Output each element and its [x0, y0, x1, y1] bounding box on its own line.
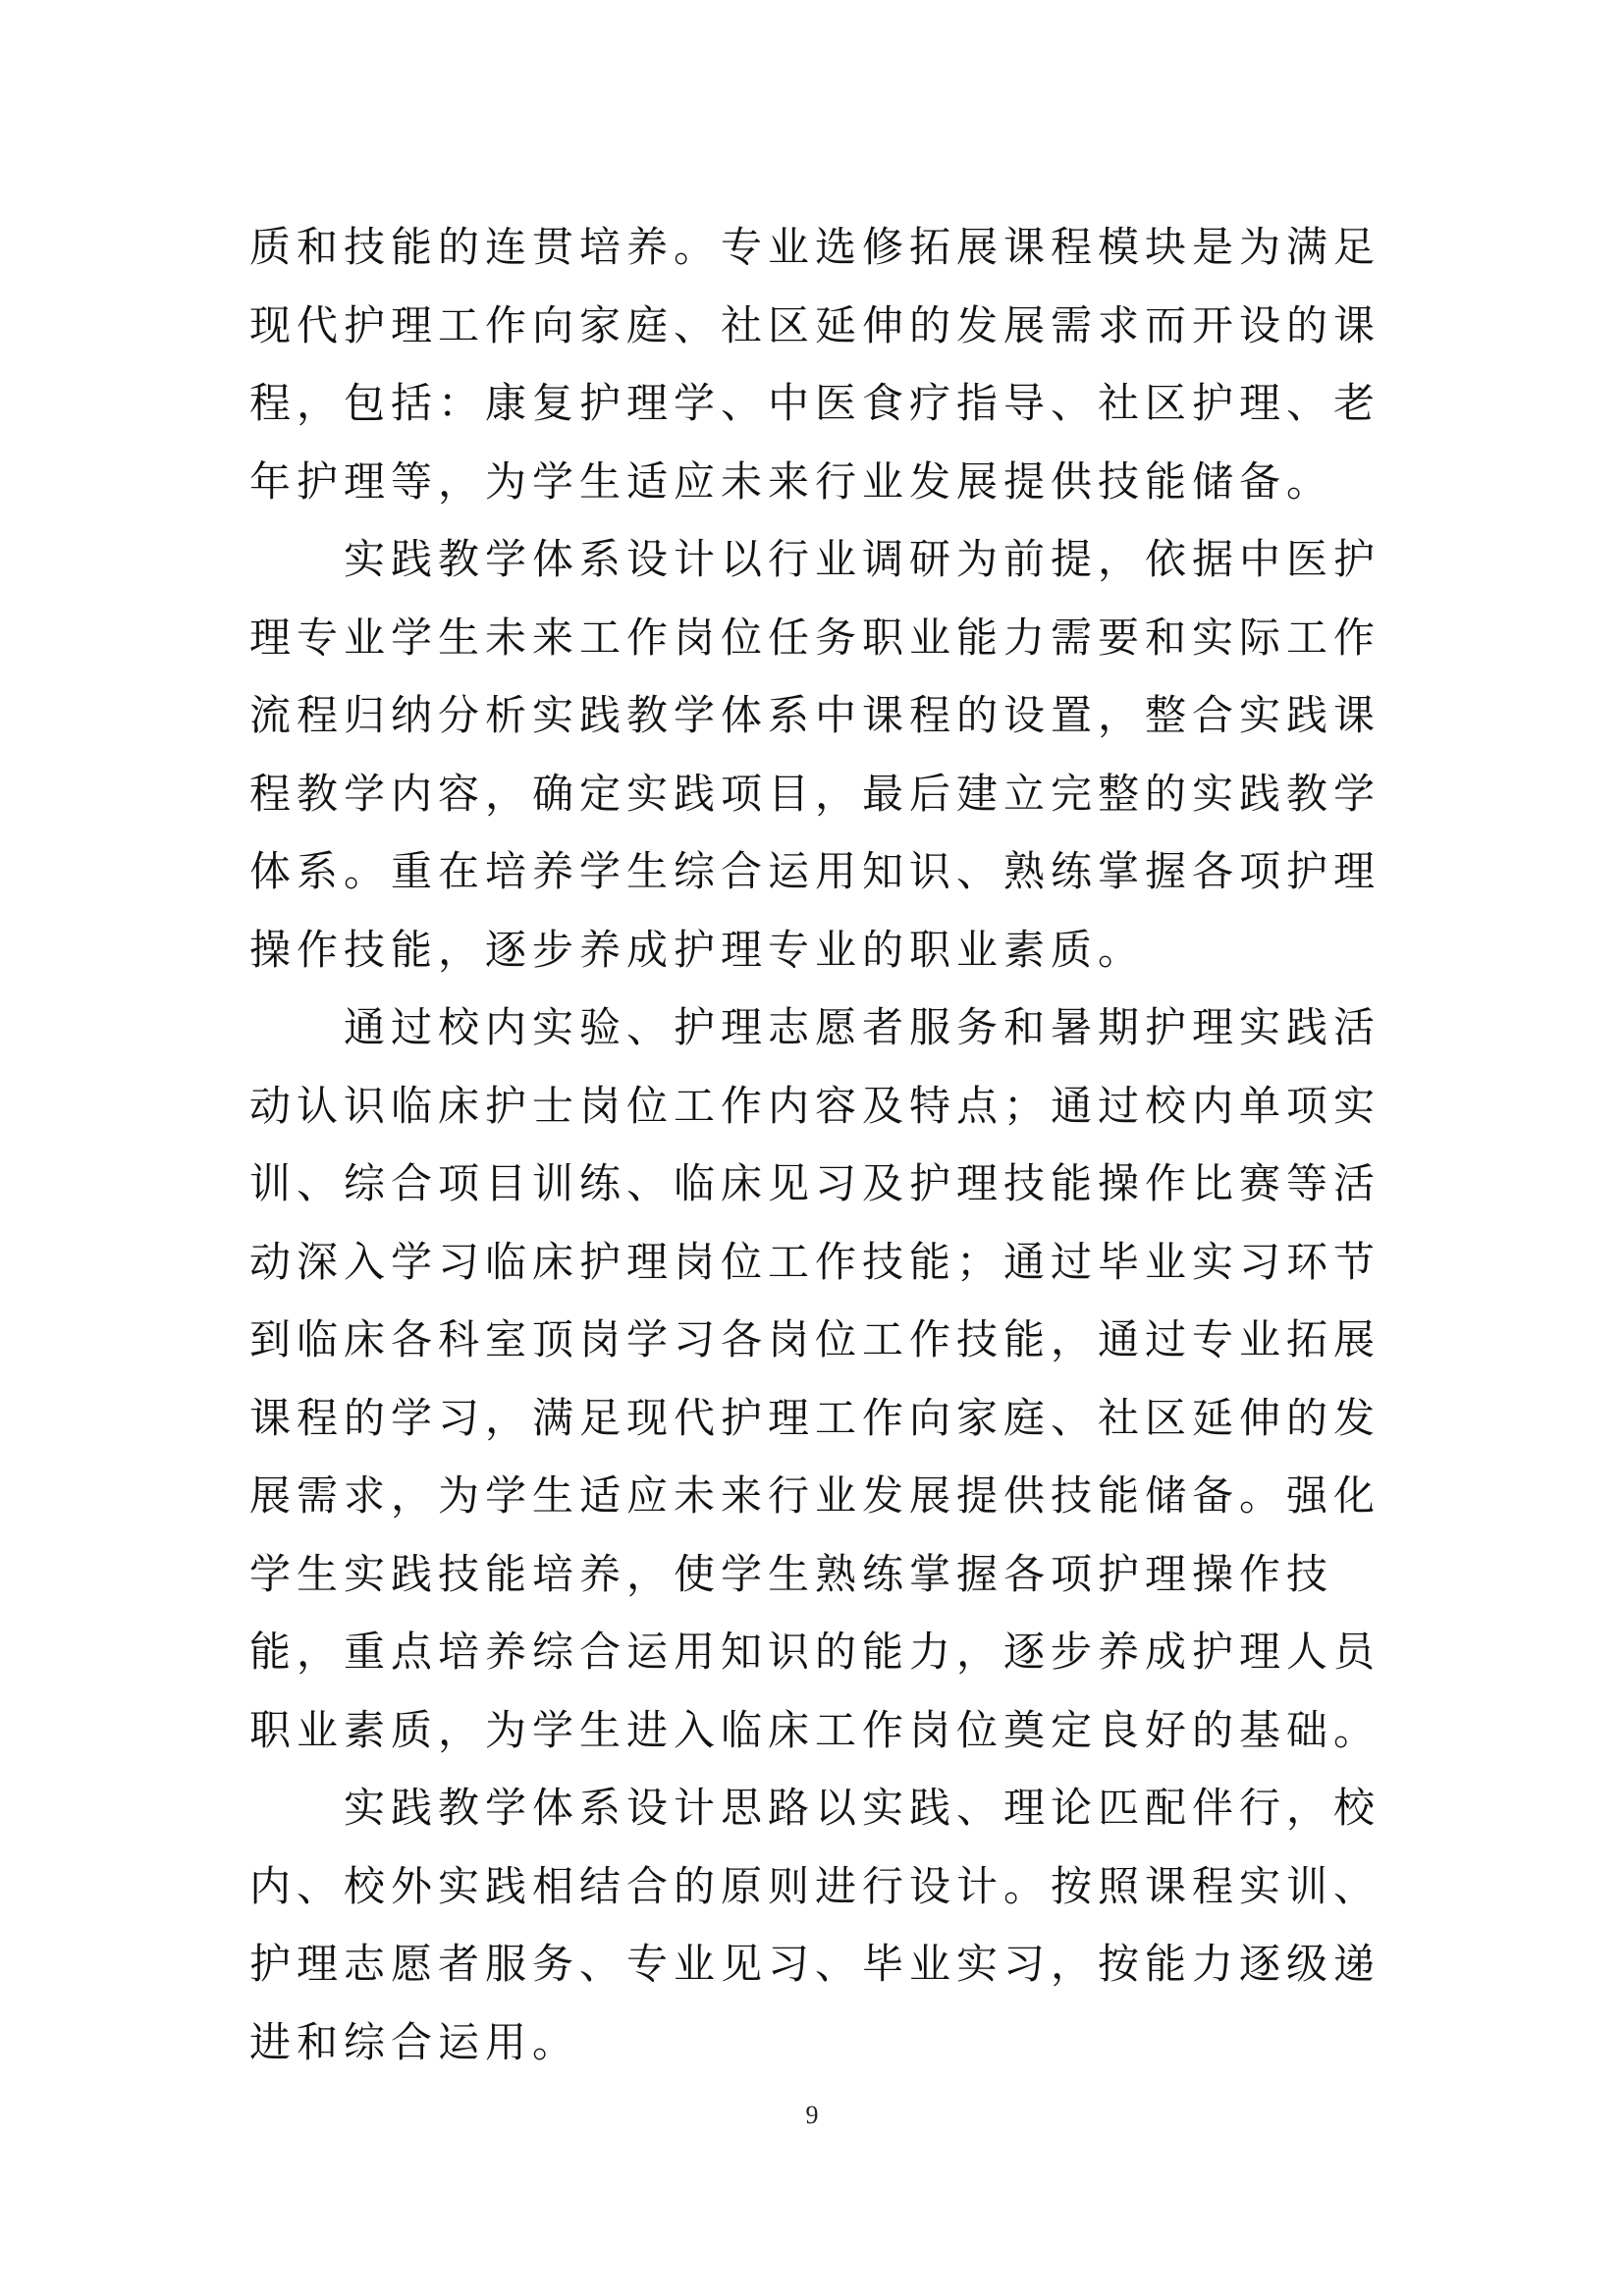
paragraph-1: 质和技能的连贯培养。专业选修拓展课程模块是为满足现代护理工作向家庭、社区延伸的发展需求而开设的课程，包括：康复护理学、中医食疗指导、社区护理、老年护理等，为学生适应未来行业发展提供技能储备。: [249, 223, 1381, 506]
paragraph-4: 实践教学体系设计思路以实践、理论匹配伴行，校内、校外实践相结合的原则进行设计。按照课程实训、护理志愿者服务、专业见习、毕业实习，按能力逐级递进和综合运用。: [249, 1784, 1381, 2066]
page-number: 9: [805, 2101, 819, 2129]
body-text: [249, 208, 1388, 2081]
paragraph-3: 通过校内实验、护理志愿者服务和暑期护理实践活动认识临床护士岗位工作内容及特点；通过校内单项实训、综合项目训练、临床见习及护理技能操作比赛等活动深入学习临床护理岗位工作技能；通过毕业实习环节到临床各科室顶岗学习各岗位工作技能，通过专业拓展课程的学习，满足现代护理工作向家庭、社区延伸的发展需求，为学生适应未来行业发展提供技能储备。强化学生实践技能培养，使学生熟练掌握各项护理操作技能，重点培养综合运用知识的能力，逐步养成护理人员职业素质，为学生进入临床工作岗位奠定良好的基础。: [249, 1003, 1381, 1754]
paragraph-2: 实践教学体系设计以行业调研为前提，依据中医护理专业学生未来工作岗位任务职业能力需要和实际工作流程归纳分析实践教学体系中课程的设置，整合实践课程教学内容，确定实践项目，最后建立完整的实践教学体系。重在培养学生综合运用知识、熟练掌握各项护理操作技能，逐步养成护理专业的职业素质。: [249, 535, 1381, 974]
